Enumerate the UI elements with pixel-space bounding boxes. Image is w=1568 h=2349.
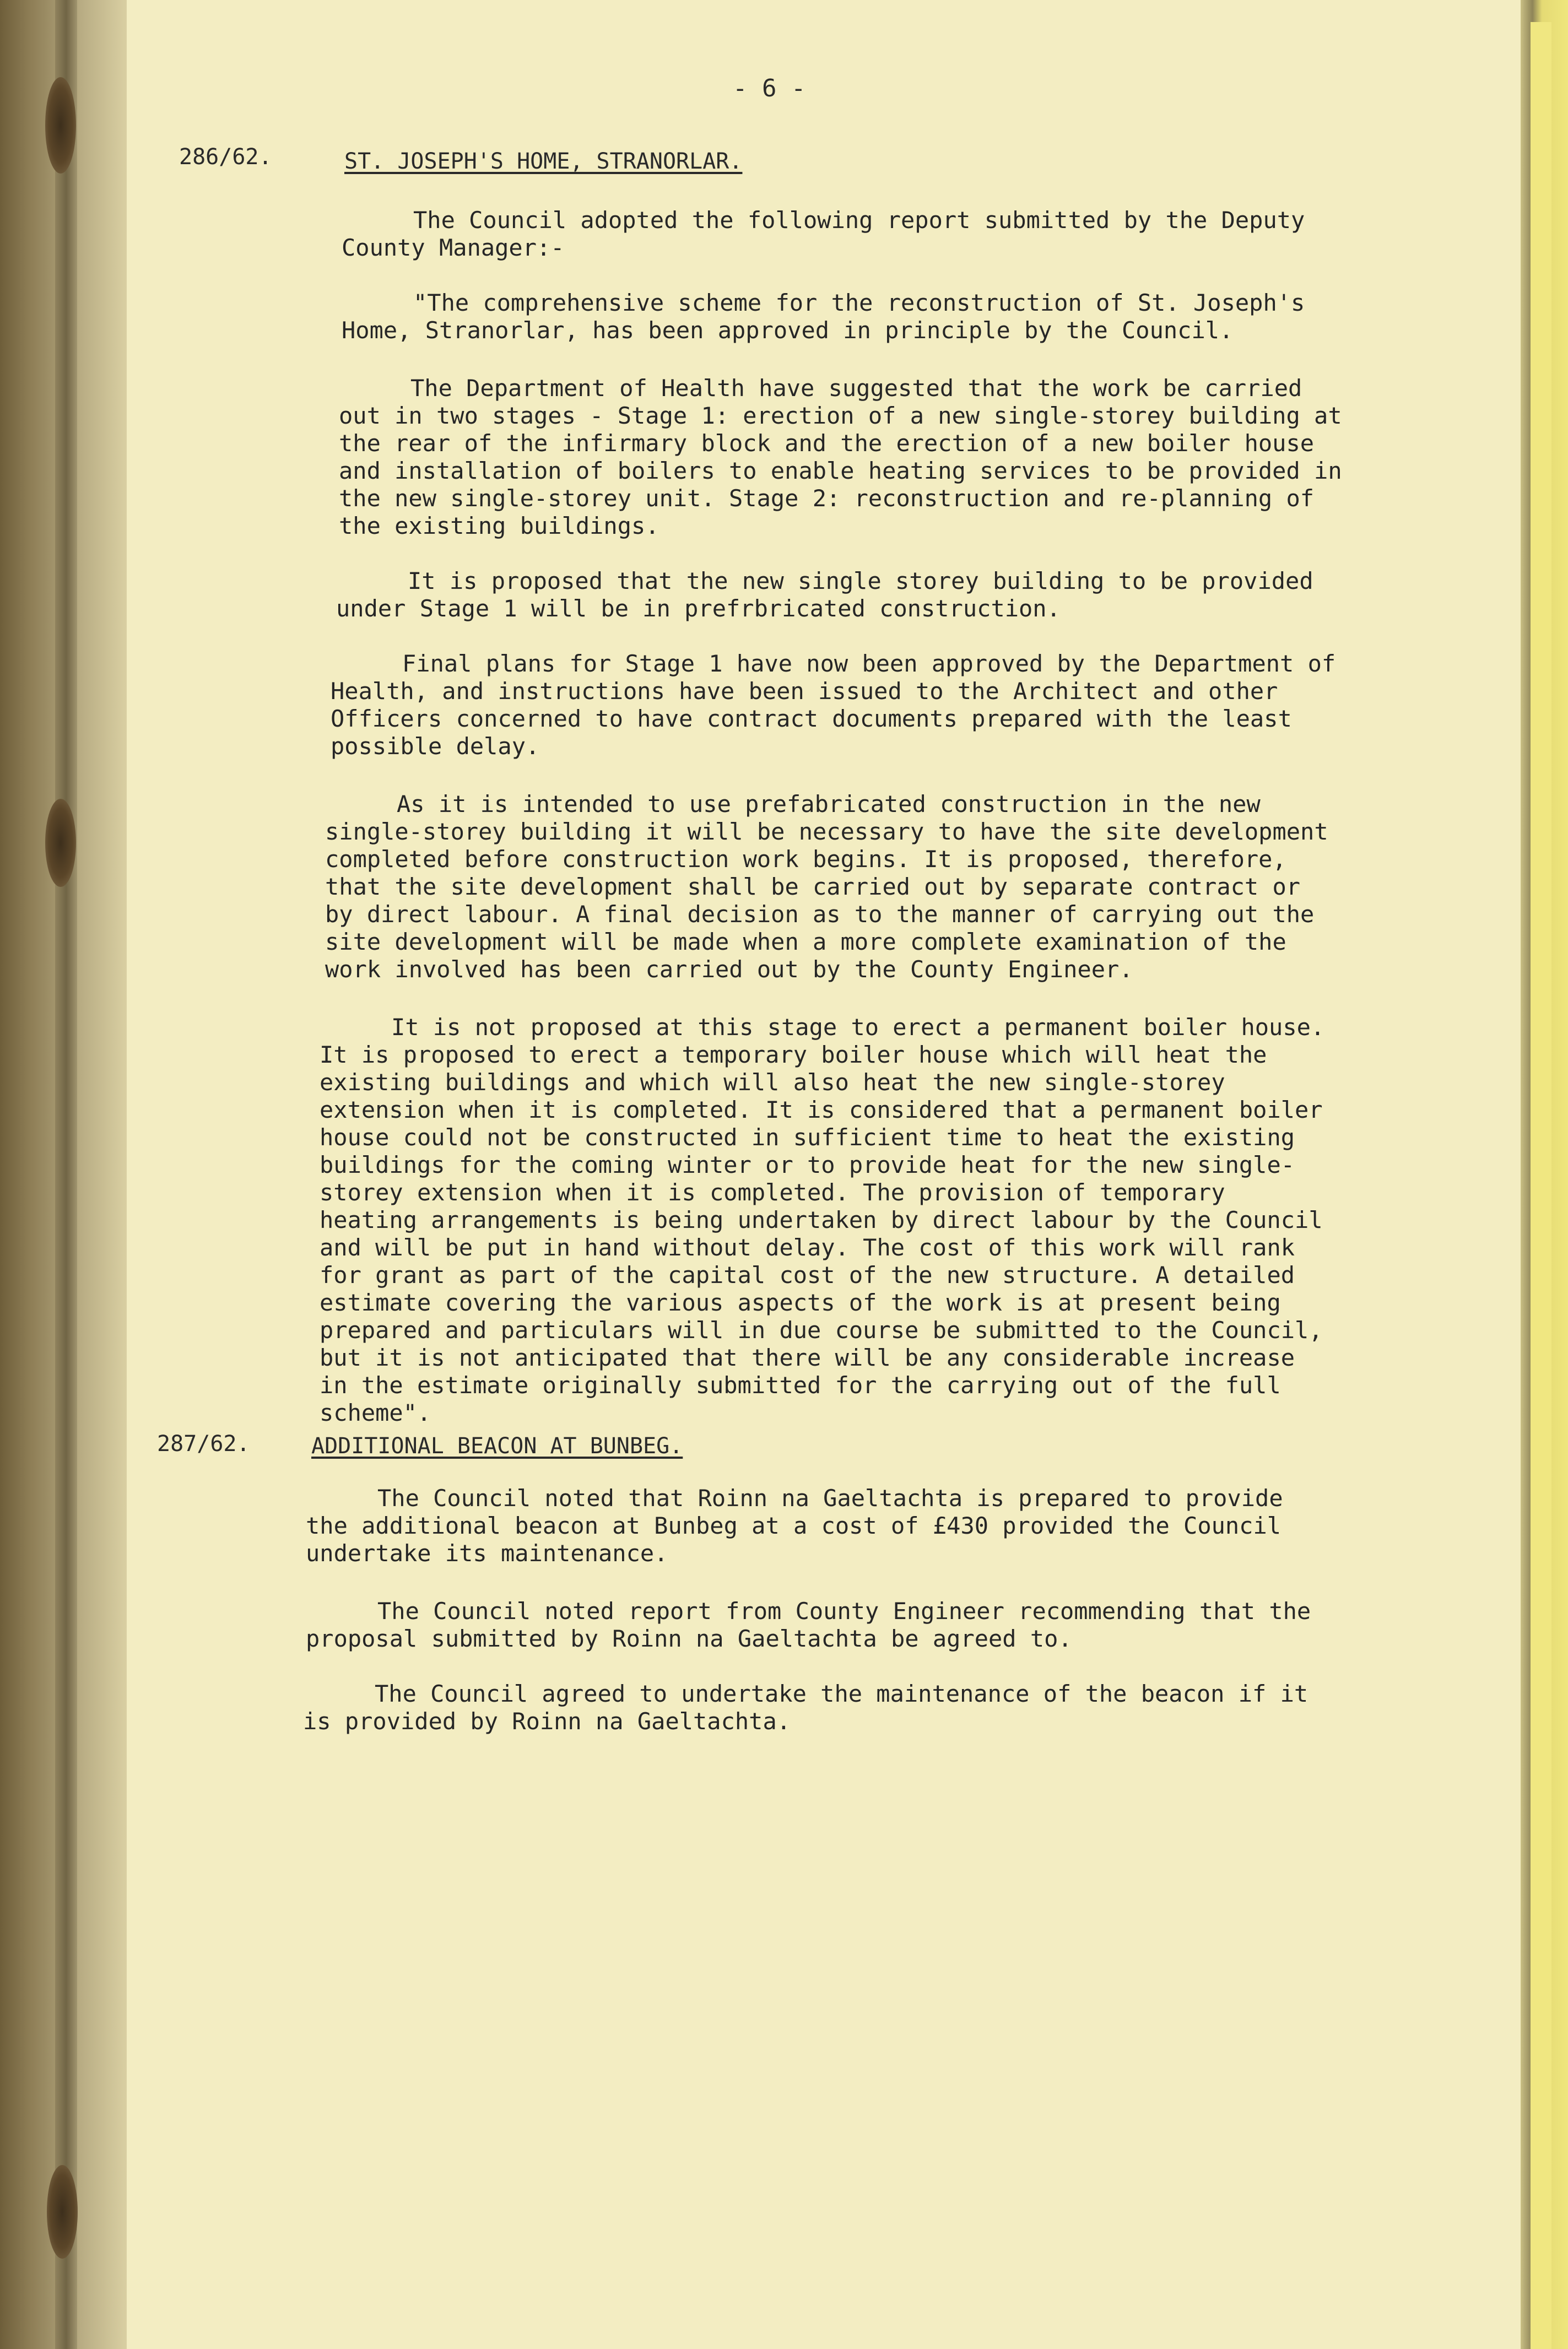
page-number: - 6 - [733, 74, 806, 102]
paragraph: As it is intended to use prefabricated construction in the new single-storey building it will be necessary to have the site development completed before construction work begins. It is proposed, therefore, that the site development shall be carried out by separate contract or by direct labour. A final decision as to the manner of carrying out the site development will be made when a more complete examination of the work involved has been carried out by the County Engineer. [325, 791, 1328, 983]
paragraph: The Council agreed to undertake the maintenance of the beacon if it is provided by Roinn na Gaeltachta. [303, 1680, 1309, 1735]
paragraph: "The comprehensive scheme for the reconstruction of St. Joseph's Home, Stranorlar, has been approved in principle by the Council. [342, 289, 1305, 344]
paragraph: The Department of Health have suggested that the work be carried out in two stages - Stage 1: erection of a new single-storey building at the rear of the infirmary block and the erection of a new boiler house and installation of boilers to enable heating services to be provided in the new single-storey unit. Stage 2: reconstruction and re-planning of the existing buildings. [339, 375, 1342, 539]
binding-hole-bottom [47, 2165, 78, 2259]
minute-number: 287/62. [157, 1431, 250, 1457]
minute-number: 286/62. [179, 144, 272, 170]
section-heading: ST. JOSEPH'S HOME, STRANORLAR. [344, 149, 743, 174]
binding-hole-middle [45, 799, 76, 887]
yellow-tab-strip [1531, 22, 1551, 2349]
paragraph: It is proposed that the new single storey building to be provided under Stage 1 will be in prefrbricated construction. [336, 567, 1313, 622]
section-heading: ADDITIONAL BEACON AT BUNBEG. [311, 1433, 683, 1459]
paragraph: The Council adopted the following report submitted by the Deputy County Manager:- [342, 207, 1305, 261]
binding-hole-top [45, 77, 76, 174]
paragraph: It is not proposed at this stage to erect a permanent boiler house. It is proposed to erect a temporary boiler house which will heat the existing buildings and which will also heat the new single-storey extension when it is completed. It is considered that a permanent boiler house could not be constructed in sufficient time to heat the existing buildings for the coming winter or to provide heat for the new single-storey extension when it is completed. The provision of temporary heating arrangements is being undertaken by direct labour by the Council and will be put in hand without delay. The cost of this work will rank for grant as part of the capital cost of the new structure. A detailed estimate covering the various aspects of the work is at present being prepared and particulars will in due course be submitted to the Council, but it is not anticipated that there will be any considerable increase in the estimate originally submitted for the carrying out of the full scheme". [320, 1014, 1325, 1426]
spine-shadow [55, 0, 77, 2349]
paragraph: Final plans for Stage 1 have now been approved by the Department of Health, and instructions have been issued to the Architect and other Officers concerned to have contract documents prepared with the least possible delay. [331, 650, 1336, 760]
paragraph: The Council noted that Roinn na Gaeltachta is prepared to provide the additional beacon at Bunbeg at a cost of £430 provided the Council undertake its maintenance. [306, 1485, 1283, 1567]
paragraph: The Council noted report from County Engineer recommending that the proposal submitted by Roinn na Gaeltachta be agreed to. [306, 1598, 1311, 1652]
